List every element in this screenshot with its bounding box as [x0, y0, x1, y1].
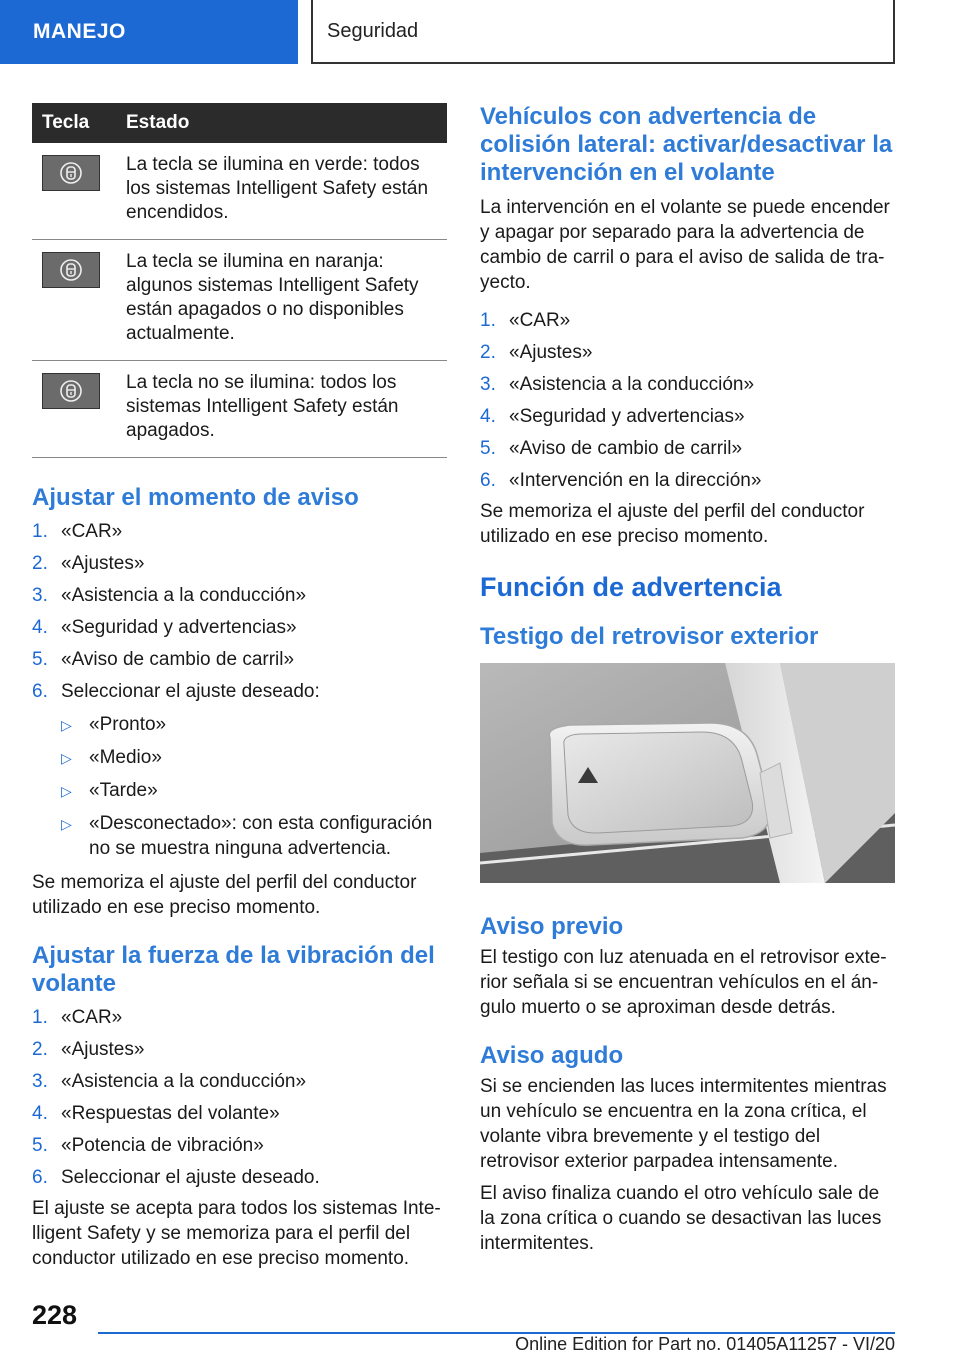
section-tab	[0, 0, 298, 64]
section-heading-vibration: Ajustar la fuerza de la vibración del volante	[32, 942, 435, 997]
triangle-bullet-icon: ▷	[61, 783, 72, 799]
list-item: 3. «Asistencia a la conducción»	[32, 1071, 307, 1092]
vibration-steps	[32, 1002, 447, 1194]
page-number: 228	[32, 1300, 78, 1330]
list-item: 3. «Asistencia a la conducción»	[32, 585, 307, 606]
safety-button-icon	[42, 252, 100, 288]
triangle-bullet-icon: ▷	[61, 750, 72, 766]
list-item: 3. «Asistencia a la conducción»	[480, 374, 755, 395]
triangle-bullet-icon: ▷	[61, 816, 72, 832]
left-column	[32, 103, 447, 1271]
list-item: 2. «Ajustes»	[32, 1039, 145, 1060]
subsection-heading-acute-warning: Aviso agudo	[480, 1042, 624, 1069]
warning-time-note: Se memoriza el ajuste del perfil del conductor utilizado en ese preciso momento.	[32, 872, 417, 918]
list-item: 5. «Potencia de vibración»	[32, 1135, 264, 1156]
section-title: MANEJO	[33, 20, 126, 43]
list-item: 2. «Ajustes»	[32, 553, 145, 574]
table-row	[32, 240, 447, 361]
safety-button-icon	[42, 373, 100, 409]
triangle-bullet-icon: ▷	[61, 717, 72, 733]
acute-warning-end-text: El aviso finaliza cuando el otro vehículo sale de la zona crítica o cuando se desactivan las luces intermitentes.	[480, 1183, 882, 1254]
subsection-heading-mirror: Testigo del retrovisor exterior	[480, 623, 819, 650]
exterior-mirror-illustration	[480, 663, 895, 883]
side-collision-intro: La intervención en el volante se puede encender y apagar por separado para la advertencia de cambio de carril o para el aviso de salida de trayecto.	[480, 197, 890, 293]
table-row	[32, 361, 447, 458]
chapter-title: Seguridad	[327, 19, 419, 42]
side-collision-steps	[480, 305, 895, 497]
acute-warning-text: Si se encienden las luces intermitentes mientras un vehículo se encuentra en la zona crítica, el volante vibra brevemente y el testigo del retrovisor exterior parpadea intensamente.	[480, 1076, 887, 1172]
side-collision-note: Se memoriza el ajuste del perfil del conductor utilizado en ese preciso momento.	[480, 501, 865, 547]
prewarning-text: El testigo con luz atenuada en el retrovisor exterior señala si se encuentran vehículos en el ángulo muerto o se aproximan desde detrás.	[480, 947, 887, 1018]
list-item: ▷ «Desconectado»: con esta configuración no se muestra ninguna advertencia.	[61, 813, 433, 859]
section-heading-warning-function: Función de advertencia	[480, 572, 782, 602]
edition-text: Online Edition for Part no. 01405A11257 - VI/20	[515, 1334, 895, 1354]
list-item: ▷ «Medio»	[61, 741, 447, 774]
row-state-text: La tecla se ilumina en naranja: algunos sistemas Intelligent Safety están apagados o no disponibles actualmente.	[116, 240, 447, 361]
list-item: 6. Seleccionar el ajuste deseado.	[32, 1167, 320, 1188]
list-item: ▷ «Tarde»	[61, 774, 447, 807]
section-heading-warning-time: Ajustar el momento de aviso	[32, 484, 359, 511]
row-state-text: La tecla se ilumina en verde: todos los sistemas Intelligent Safety están encendidos.	[116, 143, 447, 240]
right-column	[480, 103, 895, 1256]
key-state-table	[32, 103, 447, 458]
subsection-heading-prewarning: Aviso previo	[480, 913, 624, 940]
vibration-note: El ajuste se acepta para todos los sistemas Intelligent Safety y se memoriza para el perfil del conductor utilizado en ese preciso momento.	[32, 1198, 441, 1269]
list-item: 4. «Respuestas del volante»	[32, 1103, 280, 1124]
warning-time-steps	[32, 516, 447, 708]
row-state-text: La tecla no se ilumina: todos los sistemas Intelligent Safety están apagados.	[116, 361, 447, 458]
safety-button-icon	[42, 155, 100, 191]
list-item: 1. «CAR»	[32, 1007, 123, 1028]
list-item: 4. «Seguridad y advertencias»	[480, 406, 745, 427]
list-item: 6. «Intervención en la dirección»	[480, 470, 762, 491]
list-item: 5. «Aviso de cambio de carril»	[32, 649, 295, 670]
warning-time-options	[32, 708, 447, 864]
list-item: ▷ «Pronto»	[61, 708, 447, 741]
list-item: 4. «Seguridad y advertencias»	[32, 617, 297, 638]
table-row	[32, 143, 447, 240]
section-heading-side-collision: Vehículos con advertencia de colisión lateral: activar/desactivar la intervención en el volante	[480, 103, 893, 186]
list-item: 1. «CAR»	[32, 521, 123, 542]
list-item: 5. «Aviso de cambio de carril»	[480, 438, 743, 459]
list-item: 6. Seleccionar el ajuste deseado:	[32, 681, 320, 702]
chapter-header	[311, 0, 895, 64]
column-header-state: Estado	[116, 103, 447, 143]
list-item: 1. «CAR»	[480, 310, 571, 331]
list-item: 2. «Ajustes»	[480, 342, 593, 363]
column-header-key: Tecla	[32, 103, 116, 143]
